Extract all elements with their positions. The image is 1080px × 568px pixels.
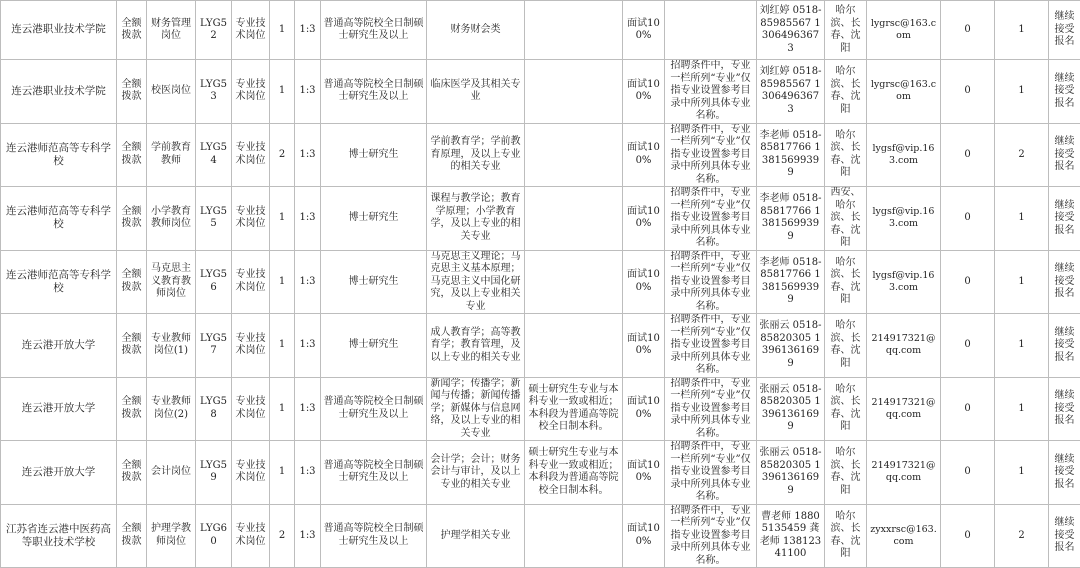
other-requirement-cell [525,504,623,568]
school-cell: 连云港职业技术学院 [1,60,117,124]
recruit-location-cell: 哈尔滨、长春、沈阳 [825,250,867,314]
ratio-cell: 1:3 [295,441,321,505]
status-cell: 继续接受报名 [1049,504,1080,568]
contact-cell: 李老师 0518-85817766 13815699399 [757,187,825,251]
count-remaining-cell: 1 [995,314,1049,378]
major-cell: 马克思主义理论；马克思主义基本原理；马克思主义中国化研究，及以上专业相关专业 [427,250,525,314]
major-cell: 新闻学；传播学；新闻与传播；新闻传播学；新媒体与信息网络，及以上专业的相关专业 [427,377,525,441]
post-type-cell: 专业技术岗位 [232,1,270,60]
status-cell: 继续接受报名 [1049,123,1080,187]
contact-cell: 曹老师 18805135459 龚老师 13812341100 [757,504,825,568]
count-remaining-cell: 1 [995,60,1049,124]
count-remaining-cell: 2 [995,504,1049,568]
count-cell: 2 [270,504,295,568]
ratio-cell: 1:3 [295,1,321,60]
status-cell: 继续接受报名 [1049,314,1080,378]
post-code-cell: LYG57 [196,314,232,378]
status-cell: 继续接受报名 [1049,1,1080,60]
education-cell: 普通高等院校全日制硕士研究生及以上 [321,504,427,568]
table-row [1,123,1080,187]
note-cell: 招聘条件中，专业一栏所列“专业”仅指专业设置参考目录中所列具体专业名称。 [665,377,757,441]
note-cell [665,1,757,60]
email-cell: 214917321@qq.com [867,441,941,505]
recruit-location-cell: 西安、哈尔滨、长春、沈阳 [825,187,867,251]
other-requirement-cell: 硕士研究生专业与本科专业一致或相近；本科段为普通高等院校全日制本科。 [525,441,623,505]
school-cell: 连云港职业技术学院 [1,1,117,60]
funding-cell: 全额拨款 [117,123,147,187]
ratio-cell: 1:3 [295,187,321,251]
post-cell: 小学教育教师岗位 [147,187,196,251]
school-cell: 连云港师范高等专科学校 [1,187,117,251]
email-cell: lygsf@vip.163.com [867,123,941,187]
count-cell: 1 [270,1,295,60]
count-cell: 1 [270,60,295,124]
post-code-cell: LYG56 [196,250,232,314]
post-type-cell: 专业技术岗位 [232,504,270,568]
post-type-cell: 专业技术岗位 [232,377,270,441]
status-cell: 继续接受报名 [1049,377,1080,441]
count-cell: 1 [270,250,295,314]
funding-cell: 全额拨款 [117,187,147,251]
other-requirement-cell [525,250,623,314]
table-row [1,250,1080,314]
note-cell: 招聘条件中，专业一栏所列“专业”仅指专业设置参考目录中所列具体专业名称。 [665,314,757,378]
education-cell: 普通高等院校全日制硕士研究生及以上 [321,60,427,124]
table-body [1,1,1080,568]
post-code-cell: LYG54 [196,123,232,187]
school-cell: 连云港开放大学 [1,441,117,505]
education-cell: 普通高等院校全日制硕士研究生及以上 [321,377,427,441]
note-cell: 招聘条件中，专业一栏所列“专业”仅指专业设置参考目录中所列具体专业名称。 [665,441,757,505]
post-cell: 财务管理岗位 [147,1,196,60]
table-row [1,441,1080,505]
school-cell: 江苏省连云港中医药高等职业技术学校 [1,504,117,568]
count-applied-cell: 0 [941,1,995,60]
count-applied-cell: 0 [941,187,995,251]
count-remaining-cell: 1 [995,441,1049,505]
count-cell: 1 [270,314,295,378]
ratio-cell: 1:3 [295,377,321,441]
count-applied-cell: 0 [941,123,995,187]
recruit-location-cell: 哈尔滨、长春、沈阳 [825,441,867,505]
count-applied-cell: 0 [941,250,995,314]
post-cell: 专业教师岗位(1) [147,314,196,378]
table-row [1,1,1080,60]
funding-cell: 全额拨款 [117,377,147,441]
education-cell: 普通高等院校全日制硕士研究生及以上 [321,1,427,60]
other-requirement-cell: 硕士研究生专业与本科专业一致或相近；本科段为普通高等院校全日制本科。 [525,377,623,441]
post-cell: 护理学教师岗位 [147,504,196,568]
post-type-cell: 专业技术岗位 [232,250,270,314]
contact-cell: 张丽云 0518-85820305 13961361699 [757,441,825,505]
major-cell: 临床医学及其相关专业 [427,60,525,124]
ratio-cell: 1:3 [295,314,321,378]
recruit-location-cell: 哈尔滨、长春、沈阳 [825,504,867,568]
recruit-location-cell: 哈尔滨、长春、沈阳 [825,60,867,124]
major-cell: 学前教育学；学前教育原理，及以上专业的相关专业 [427,123,525,187]
count-remaining-cell: 1 [995,1,1049,60]
education-cell: 博士研究生 [321,123,427,187]
contact-cell: 李老师 0518-85817766 13815699399 [757,123,825,187]
other-requirement-cell [525,1,623,60]
count-remaining-cell: 2 [995,123,1049,187]
post-code-cell: LYG58 [196,377,232,441]
exam-method-cell: 面试100% [623,1,665,60]
post-code-cell: LYG59 [196,441,232,505]
post-code-cell: LYG60 [196,504,232,568]
status-cell: 继续接受报名 [1049,60,1080,124]
post-type-cell: 专业技术岗位 [232,314,270,378]
funding-cell: 全额拨款 [117,60,147,124]
note-cell: 招聘条件中，专业一栏所列“专业”仅指专业设置参考目录中所列具体专业名称。 [665,123,757,187]
other-requirement-cell [525,187,623,251]
email-cell: lygsf@vip.163.com [867,250,941,314]
count-remaining-cell: 1 [995,377,1049,441]
major-cell: 课程与教学论；教育学原理；小学教育学，及以上专业的相关专业 [427,187,525,251]
count-applied-cell: 0 [941,441,995,505]
contact-cell: 张丽云 0518-85820305 13961361699 [757,377,825,441]
major-cell: 护理学相关专业 [427,504,525,568]
table-row [1,187,1080,251]
exam-method-cell: 面试100% [623,250,665,314]
funding-cell: 全额拨款 [117,1,147,60]
education-cell: 博士研究生 [321,250,427,314]
post-cell: 马克思主义教育教师岗位 [147,250,196,314]
ratio-cell: 1:3 [295,123,321,187]
table-row [1,504,1080,568]
education-cell: 博士研究生 [321,314,427,378]
recruit-location-cell: 哈尔滨、长春、沈阳 [825,1,867,60]
count-cell: 1 [270,187,295,251]
note-cell: 招聘条件中，专业一栏所列“专业”仅指专业设置参考目录中所列具体专业名称。 [665,60,757,124]
ratio-cell: 1:3 [295,250,321,314]
contact-cell: 张丽云 0518-85820305 13961361699 [757,314,825,378]
ratio-cell: 1:3 [295,504,321,568]
school-cell: 连云港师范高等专科学校 [1,123,117,187]
email-cell: 214917321@qq.com [867,314,941,378]
count-applied-cell: 0 [941,377,995,441]
post-cell: 学前教育教师 [147,123,196,187]
post-code-cell: LYG52 [196,1,232,60]
post-code-cell: LYG55 [196,187,232,251]
count-cell: 2 [270,123,295,187]
funding-cell: 全额拨款 [117,250,147,314]
status-cell: 继续接受报名 [1049,187,1080,251]
exam-method-cell: 面试100% [623,314,665,378]
count-remaining-cell: 1 [995,250,1049,314]
email-cell: 214917321@qq.com [867,377,941,441]
ratio-cell: 1:3 [295,60,321,124]
exam-method-cell: 面试100% [623,441,665,505]
exam-method-cell: 面试100% [623,377,665,441]
recruit-location-cell: 哈尔滨、长春、沈阳 [825,123,867,187]
post-code-cell: LYG53 [196,60,232,124]
school-cell: 连云港师范高等专科学校 [1,250,117,314]
funding-cell: 全额拨款 [117,504,147,568]
school-cell: 连云港开放大学 [1,314,117,378]
major-cell: 财务财会类 [427,1,525,60]
education-cell: 普通高等院校全日制硕士研究生及以上 [321,441,427,505]
funding-cell: 全额拨款 [117,441,147,505]
other-requirement-cell [525,123,623,187]
count-remaining-cell: 1 [995,187,1049,251]
contact-cell: 李老师 0518-85817766 13815699399 [757,250,825,314]
recruit-location-cell: 哈尔滨、长春、沈阳 [825,377,867,441]
post-cell: 校医岗位 [147,60,196,124]
other-requirement-cell [525,314,623,378]
count-cell: 1 [270,441,295,505]
email-cell: lygsf@vip.163.com [867,187,941,251]
funding-cell: 全额拨款 [117,314,147,378]
post-type-cell: 专业技术岗位 [232,187,270,251]
note-cell: 招聘条件中，专业一栏所列“专业”仅指专业设置参考目录中所列具体专业名称。 [665,250,757,314]
contact-cell: 刘红婷 0518-85985567 13064963673 [757,60,825,124]
email-cell: lygrsc@163.com [867,60,941,124]
school-cell: 连云港开放大学 [1,377,117,441]
major-cell: 成人教育学；高等教育学；教育管理，及以上专业的相关专业 [427,314,525,378]
exam-method-cell: 面试100% [623,123,665,187]
count-applied-cell: 0 [941,60,995,124]
email-cell: lygrsc@163.com [867,1,941,60]
count-applied-cell: 0 [941,314,995,378]
email-cell: zyxxrsc@163.com [867,504,941,568]
status-cell: 继续接受报名 [1049,250,1080,314]
other-requirement-cell [525,60,623,124]
recruit-location-cell: 哈尔滨、长春、沈阳 [825,314,867,378]
table-row [1,377,1080,441]
major-cell: 会计学；会计；财务会计与审计，及以上专业的相关专业 [427,441,525,505]
note-cell: 招聘条件中，专业一栏所列“专业”仅指专业设置参考目录中所列具体专业名称。 [665,187,757,251]
count-applied-cell: 0 [941,504,995,568]
exam-method-cell: 面试100% [623,187,665,251]
post-type-cell: 专业技术岗位 [232,123,270,187]
count-cell: 1 [270,377,295,441]
post-cell: 会计岗位 [147,441,196,505]
exam-method-cell: 面试100% [623,504,665,568]
post-cell: 专业教师岗位(2) [147,377,196,441]
post-type-cell: 专业技术岗位 [232,60,270,124]
note-cell: 招聘条件中，专业一栏所列“专业”仅指专业设置参考目录中所列具体专业名称。 [665,504,757,568]
exam-method-cell: 面试100% [623,60,665,124]
contact-cell: 刘红婷 0518-85985567 13064963673 [757,1,825,60]
table-row [1,60,1080,124]
table-row [1,314,1080,378]
post-type-cell: 专业技术岗位 [232,441,270,505]
status-cell: 继续接受报名 [1049,441,1080,505]
education-cell: 博士研究生 [321,187,427,251]
